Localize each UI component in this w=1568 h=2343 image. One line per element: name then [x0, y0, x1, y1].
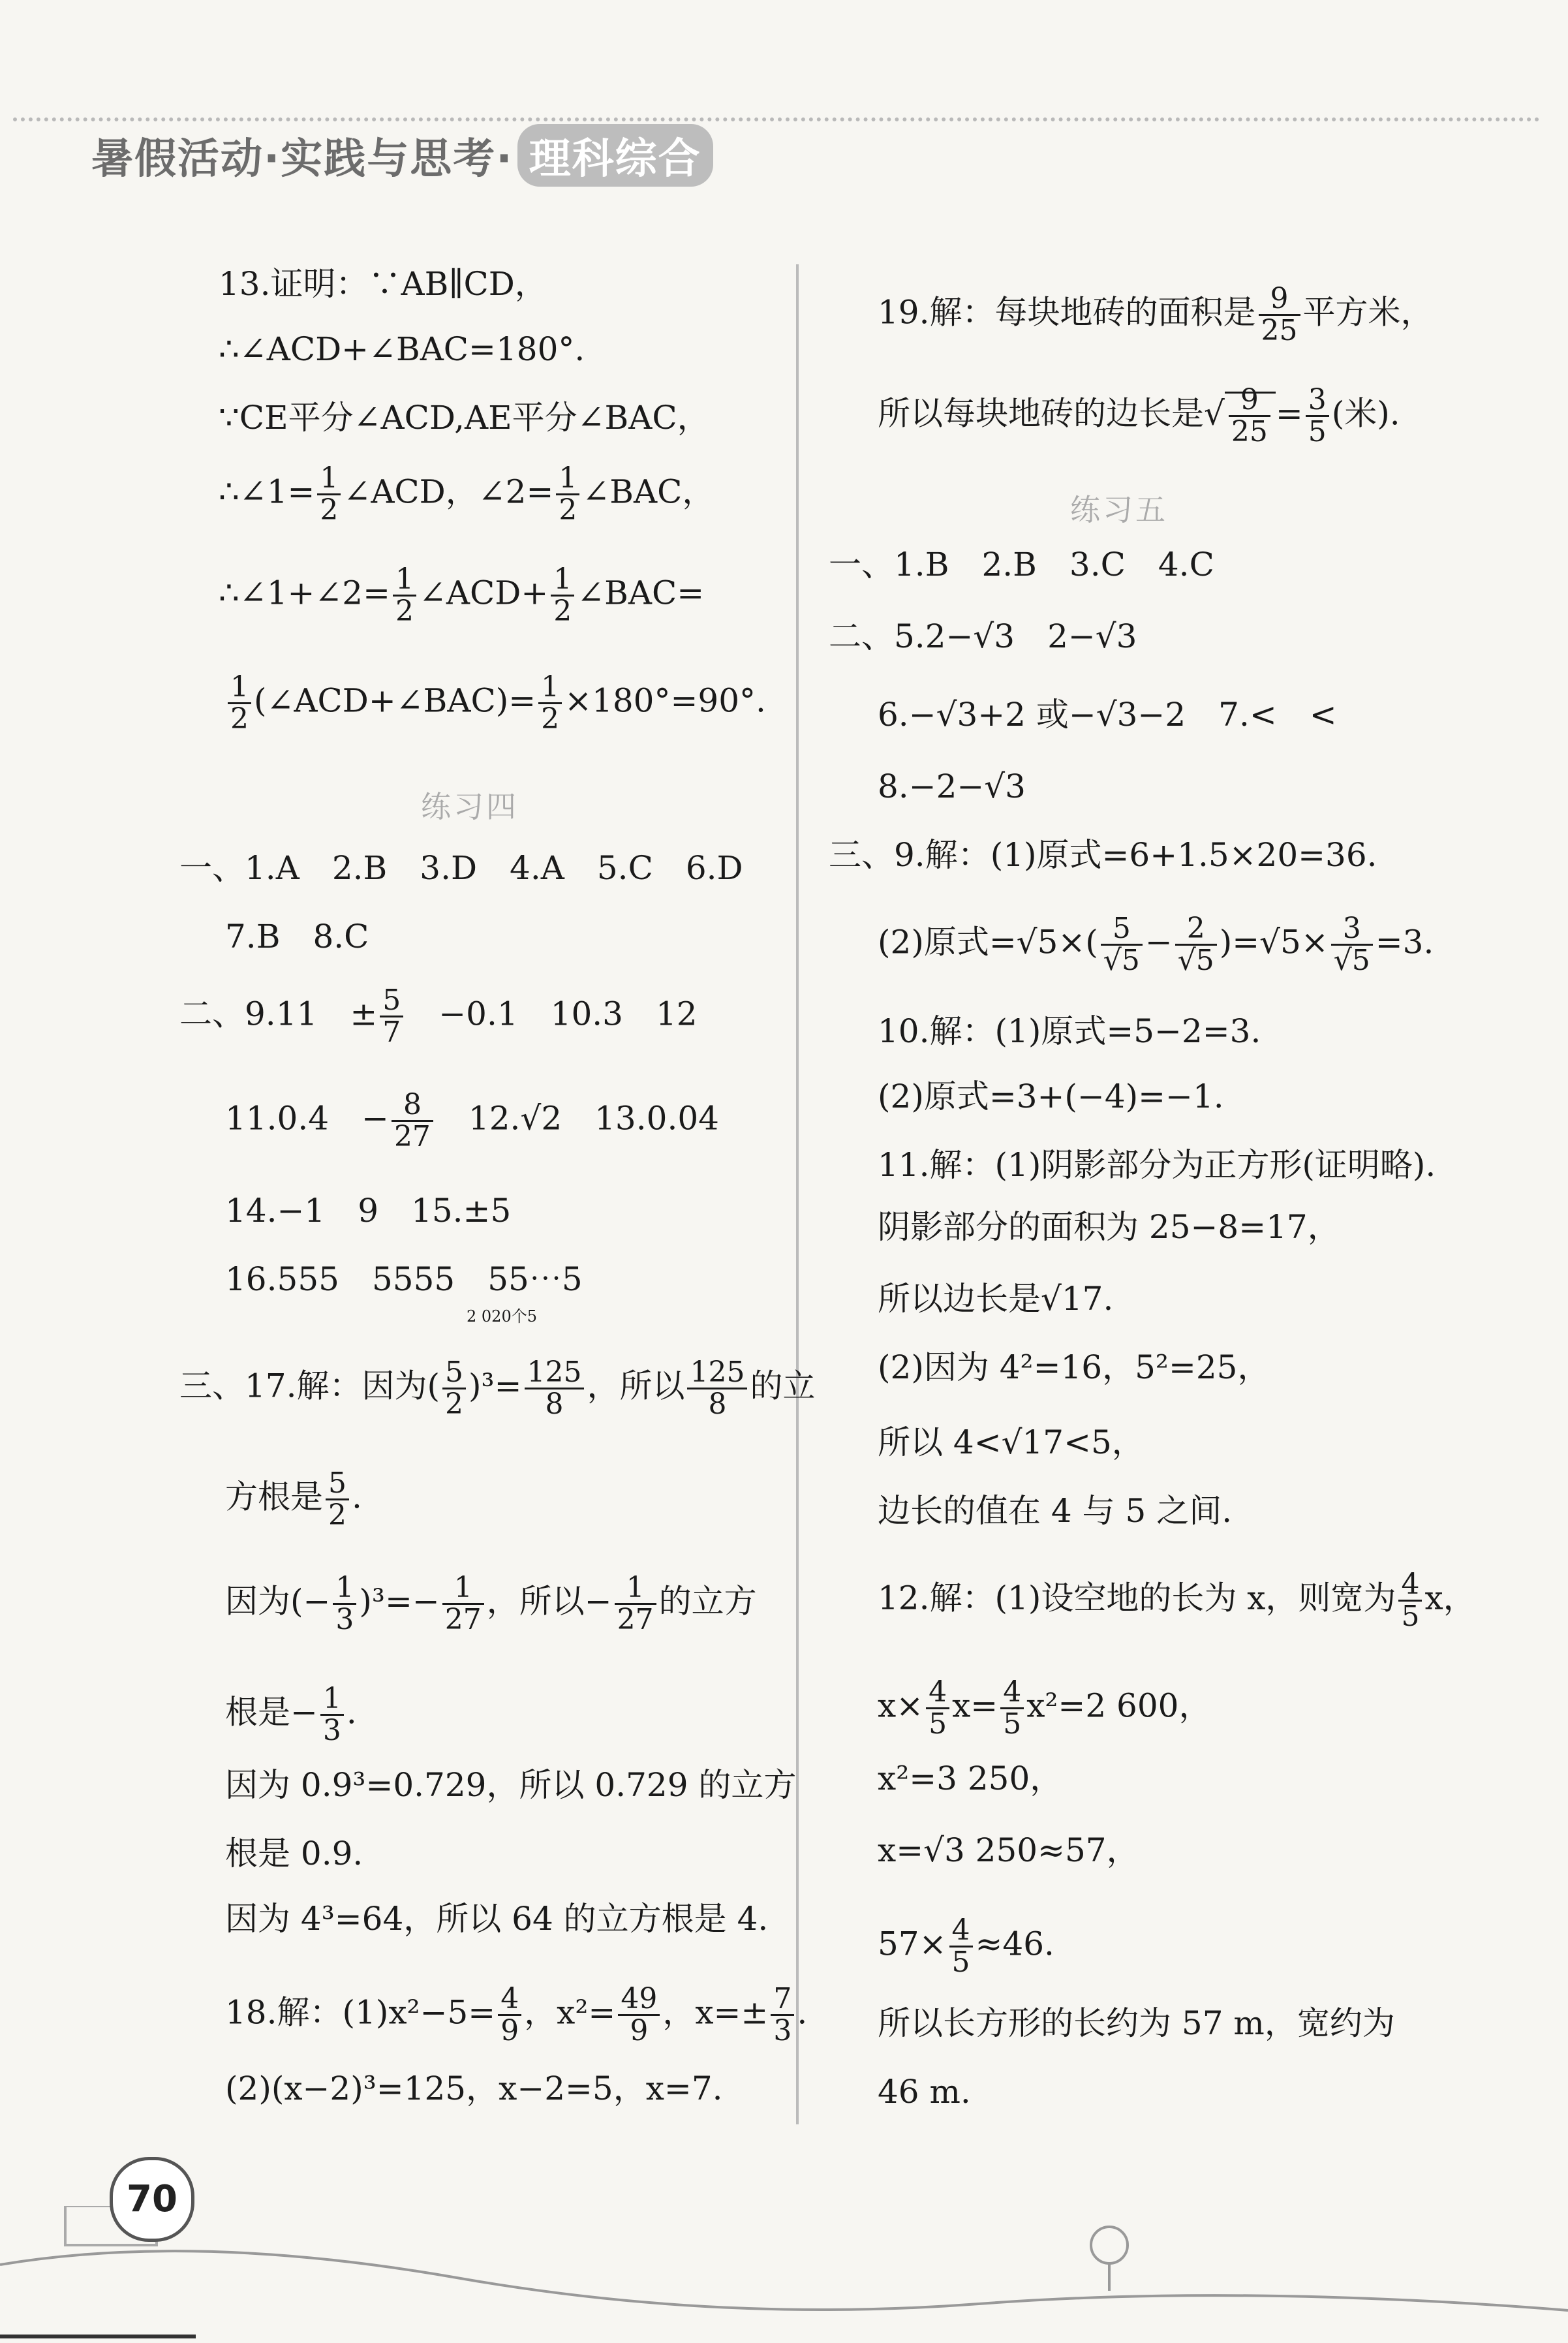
fraction: $\frac{1}{27}$ [442, 1573, 484, 1635]
answer-line: 6.−√3+2 或−√3−2 7.< < [878, 696, 1337, 734]
fraction: $\frac{5}{7}$ [380, 985, 403, 1047]
answer-line: x²=3 250， [878, 1760, 1063, 1797]
answer-line: 二、5.2−√3 2−√3 [829, 617, 1137, 655]
answer-line: 所以每块地砖的边长是√ $\frac{9}{25}$ = $\frac{3}{5}$ (米). [878, 383, 1400, 449]
answer-line: 二、9.11 ± $\frac{5}{7}$ −0.1 10.3 12 [179, 984, 698, 1049]
answer-line: 57× $\frac{4}{5}$ ≈46. [878, 1914, 1054, 1979]
header-title: 暑假活动·实践与思考· 理科综合 [91, 124, 713, 187]
header-dotted-rule [13, 117, 1540, 124]
answer-line: 根是− $\frac{1}{3}$ . [225, 1682, 357, 1748]
p13-line5: ∴∠1+∠2= $\frac{1}{2}$ ∠ACD+ $\frac{1}{2}$ ∠BAC= [219, 563, 705, 628]
fraction: $\frac{1}{2}$ [551, 565, 574, 627]
answer-line: (2)原式=√5×( $\frac{5}{√5}$ − $\frac{2}{√5}$ )=√5× $\frac{3}{√5}$ =3. [878, 912, 1434, 978]
answer-line: 46 m. [878, 2073, 971, 2111]
answer-line: 18.解：(1)x²−5= $\frac{4}{9}$ ，x²= $\frac{49}{9}$ ，x=± $\frac{7}{3}$ . [225, 1982, 808, 2048]
answer-line: 根是 0.9. [225, 1835, 363, 1872]
answer-line: 一、1.B 2.B 3.C 4.C [829, 546, 1214, 583]
underbrace-note: 2 020个5 [467, 1307, 537, 1326]
answer-line: 16.555 5555 55⋯5 [225, 1260, 583, 1298]
fraction: $\frac{1}{2}$ [556, 463, 579, 525]
fraction: $\frac{125}{8}$ [525, 1358, 585, 1420]
answer-line: 7.B 8.C [225, 918, 369, 955]
fraction: $\frac{9}{25}$ [1229, 385, 1270, 447]
fraction: $\frac{49}{9}$ [618, 1984, 660, 2046]
column-divider [796, 264, 799, 2124]
answer-line: 三、9.解：(1)原式=6+1.5×20=36. [829, 836, 1377, 874]
answer-line: 所以边长是√17. [878, 1280, 1114, 1318]
fraction: $\frac{8}{27}$ [392, 1090, 433, 1152]
section-title-5: 练习五 [1070, 492, 1168, 527]
answer-line: 阴影部分的面积为 25−8=17， [878, 1208, 1340, 1246]
answer-line: 边长的值在 4 与 5 之间. [878, 1492, 1233, 1530]
fraction: $\frac{1}{27}$ [615, 1573, 656, 1635]
answer-line: 因为(− $\frac{1}{3}$ )³=− $\frac{1}{27}$ ，所以− $\frac{1}{27}$ 的立方 [225, 1571, 757, 1637]
answer-line: 12.解：(1)设空地的长为 x，则宽为 $\frac{4}{5}$ x， [878, 1568, 1476, 1634]
fraction: $\frac{5}{2}$ [442, 1358, 466, 1420]
p13-line3: ∵CE平分∠ACD,AE平分∠BAC， [219, 399, 710, 437]
fraction: $\frac{4}{5}$ [1000, 1677, 1024, 1739]
page-number: 70 [110, 2157, 194, 2242]
answer-line: 19.解：每块地砖的面积是 $\frac{9}{25}$ 平方米， [878, 282, 1434, 348]
fraction: $\frac{1}{2}$ [228, 672, 251, 734]
fraction: $\frac{1}{2}$ [317, 463, 341, 525]
answer-line: 因为 4³=64，所以 64 的立方根是 4. [225, 1900, 769, 1938]
fraction: $\frac{7}{3}$ [771, 1984, 794, 2046]
answer-line: 三、17.解：因为( $\frac{5}{2}$ )³= $\frac{125}{8}$ ，所以 $\frac{125}{8}$ 的立 [179, 1356, 816, 1421]
answer-line: 10.解：(1)原式=5−2=3. [878, 1012, 1261, 1050]
answer-line: (2)因为 4²=16，5²=25， [878, 1348, 1270, 1386]
fraction: $\frac{1}{3}$ [333, 1573, 356, 1635]
answer-line: 一、1.A 2.B 3.D 4.A 5.C 6.D [179, 849, 743, 887]
answer-line: 所以长方形的长约为 57 m，宽约为 [878, 2004, 1395, 2042]
fraction: $\frac{9}{25}$ [1259, 284, 1300, 346]
answer-line: (2)(x−2)³=125，x−2=5，x=7. [225, 2070, 723, 2107]
answer-line: 8.−2−√3 [878, 768, 1026, 805]
fraction: $\frac{2}{√5}$ [1175, 914, 1217, 976]
header-badge: 理科综合 [517, 124, 713, 187]
section-title-4: 练习四 [421, 789, 519, 824]
answer-line: 方根是 $\frac{5}{2}$ . [225, 1466, 362, 1532]
fraction: $\frac{4}{5}$ [926, 1677, 949, 1739]
answer-line: 11.0.4 − $\frac{8}{27}$ 12.√2 13.0.04 [225, 1088, 719, 1154]
p13-line2: ∴∠ACD+∠BAC=180°. [219, 330, 585, 368]
fraction: $\frac{1}{2}$ [393, 565, 416, 627]
fraction: $\frac{5}{√5}$ [1101, 914, 1143, 976]
footer-ground-illustration [0, 2206, 1568, 2343]
fraction: $\frac{4}{5}$ [949, 1916, 973, 1978]
answer-line: 因为 0.9³=0.729，所以 0.729 的立方 [225, 1766, 797, 1804]
answer-line: x=√3 250≈57， [878, 1831, 1139, 1869]
p13-line1: 13.证明：∵AB∥CD， [219, 265, 547, 303]
fraction: $\frac{125}{8}$ [687, 1358, 747, 1420]
answer-line: 所以 4<√17<5， [878, 1423, 1145, 1461]
fraction: $\frac{3}{√5}$ [1331, 914, 1373, 976]
fraction: $\frac{1}{2}$ [538, 672, 562, 734]
answer-line: (2)原式=3+(−4)=−1. [878, 1078, 1224, 1115]
p13-line4: ∴∠1= $\frac{1}{2}$ ∠ACD，∠2= $\frac{1}{2}$ ∠BAC， [219, 461, 715, 527]
answer-line: 11.解：(1)阴影部分为正方形(证明略). [878, 1146, 1436, 1184]
fraction: $\frac{5}{2}$ [326, 1468, 349, 1530]
fraction: $\frac{4}{5}$ [1398, 1570, 1422, 1632]
tree-icon [1091, 2227, 1128, 2263]
fraction: $\frac{4}{9}$ [498, 1984, 521, 2046]
fraction: $\frac{1}{3}$ [320, 1684, 344, 1746]
answer-line: 14.−1 9 15.±5 [225, 1192, 512, 1230]
fraction: $\frac{3}{5}$ [1306, 385, 1329, 447]
p13-line6: $\frac{1}{2}$ (∠ACD+∠BAC)= $\frac{1}{2}$ ×180°=90°. [225, 672, 766, 734]
answer-line: x× $\frac{4}{5}$ x= $\frac{4}{5}$ x²=2 600， [878, 1675, 1212, 1741]
